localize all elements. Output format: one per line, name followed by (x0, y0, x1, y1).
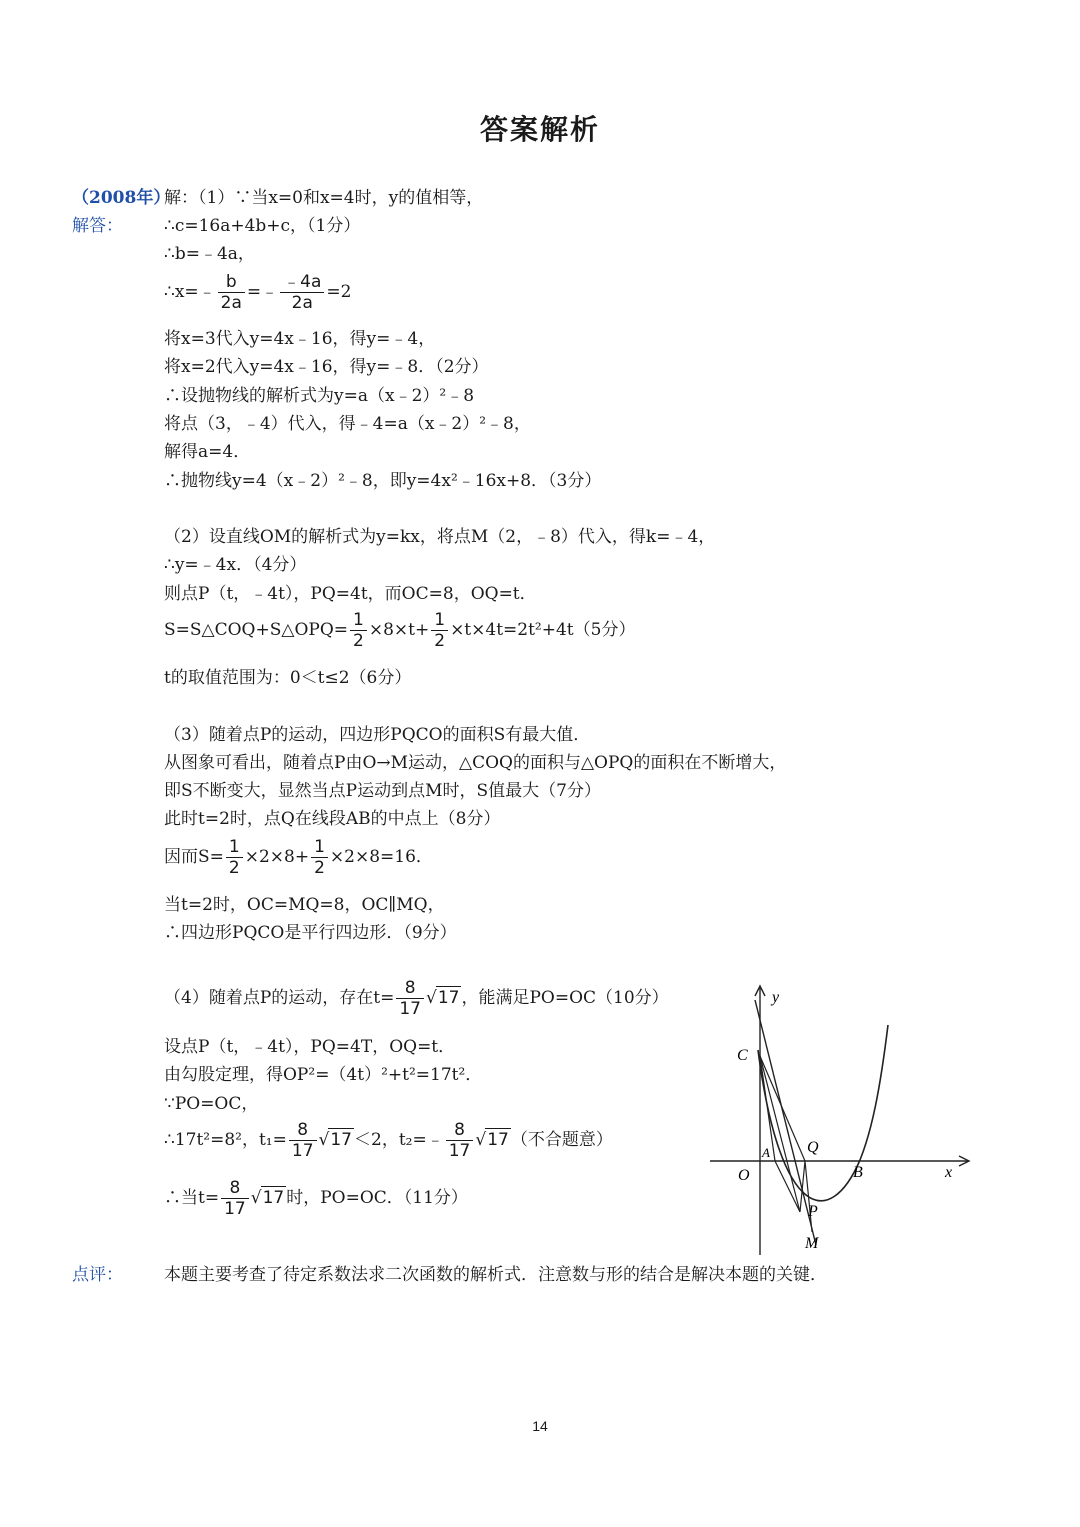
segment-qm (805, 1161, 812, 1232)
line-cm (755, 1000, 816, 1245)
p4-line2: 设点P（t，﹣4t），PQ=4T，OQ=t． (164, 1037, 456, 1057)
label-q: Q (807, 1139, 819, 1156)
comment-text: 本题主要考查了待定系数法求二次函数的解析式．注意数与形的结合是解决本题的关键． (164, 1265, 827, 1285)
p3-line4: 此时t=2时，点Q在线段AB的中点上（8分） (164, 809, 501, 829)
p4-line1: （4）随着点P的运动，存在t= $\frac{8}{17}$ √17 ，能满足PO=OC（10分） (164, 978, 669, 1019)
p1-line3: ∴b=﹣4a， (164, 244, 255, 264)
p2-line1: （2）设直线OM的解析式为y=kx，将点M（2，﹣8）代入，得k=﹣4， (164, 527, 716, 547)
label-y: y (772, 989, 780, 1006)
p3-line3: 即S不断变大，显然当点P运动到点M时，S值最大（7分） (164, 781, 601, 801)
p1-line8: 将点（3，﹣4）代入，得﹣4=a（x﹣2）²﹣8， (164, 414, 531, 434)
label-a: A (762, 1145, 770, 1160)
label-o: O (738, 1167, 750, 1184)
p2-line5: t的取值范围为：0＜t≤2（6分） (164, 668, 412, 688)
answer-label: 解答： (72, 216, 123, 236)
parabola-figure (700, 980, 980, 1260)
parabola-curve (758, 1025, 888, 1201)
p1-line10: ∴抛物线y=4（x﹣2）²﹣8，即y=4x²﹣16x+8．（3分） (164, 471, 602, 491)
p4-line3: 由勾股定理，得OP²=（4t）²+t²=17t²． (164, 1065, 483, 1085)
p3-line1: （3）随着点P的运动，四边形PQCO的面积S有最大值． (164, 725, 591, 745)
label-b: B (853, 1164, 863, 1181)
p1-line1: 解：（1）∵当x=0和x=4时，y的值相等， (164, 188, 484, 208)
comment-label: 点评： (72, 1265, 123, 1285)
p4-line5: ∴17t²=8²，t₁= $\frac{8}{17}$ √17 ＜2，t₂=﹣ $\frac{8}{17}$ √17 （不合题意） (164, 1120, 613, 1161)
label-p: P (808, 1203, 818, 1220)
label-c: C (737, 1047, 748, 1064)
label-x: x (945, 1164, 953, 1181)
p4-line4: ∵PO=OC， (164, 1094, 259, 1114)
p1-line9: 解得a=4． (164, 442, 251, 462)
p2-line4: S=S△COQ+S△OPQ= $\frac{1}{2}$ ×8×t+ $\frac{1}{2}$ ×t×4t=2t²+4t（5分） (164, 610, 636, 651)
page-title: 答案解析 (479, 113, 600, 146)
p1-line5: 将x=3代入y=4x﹣16，得y=﹣4， (164, 329, 436, 349)
p1-line4: ∴x=﹣ $\frac{b}{2a}$ =﹣ $\frac{﹣4a}{2a}$ =2 (164, 272, 352, 313)
label-m: M (805, 1235, 819, 1252)
p3-line7: ∴四边形PQCO是平行四边形．（9分） (164, 923, 457, 943)
p1-line2: ∴c=16a+4b+c，（1分） (164, 216, 361, 236)
p4-line6: ∴当t= $\frac{8}{17}$ √17 时，PO=OC．（11分） (164, 1178, 468, 1219)
source-tag: （2008年） (72, 188, 171, 208)
p3-line2: 从图象可看出，随着点P由O→M运动，△COQ的面积与△OPQ的面积在不断增大， (164, 753, 787, 773)
p1-line7: ∴设抛物线的解析式为y=a（x﹣2）²﹣8 (164, 386, 475, 406)
p1-line6: 将x=2代入y=4x﹣16，得y=﹣8．（2分） (164, 357, 489, 377)
p3-line5: 因而S= $\frac{1}{2}$ ×2×8+ $\frac{1}{2}$ ×2×8=16． (164, 837, 433, 878)
page-number: 14 (532, 1418, 548, 1434)
p2-line2: ∴y=﹣4x．（4分） (164, 555, 307, 575)
p2-line3: 则点P（t，﹣4t），PQ=4t，而OC=8，OQ=t． (164, 584, 537, 604)
p3-line6: 当t=2时，OC=MQ=8，OC∥MQ， (164, 895, 445, 915)
